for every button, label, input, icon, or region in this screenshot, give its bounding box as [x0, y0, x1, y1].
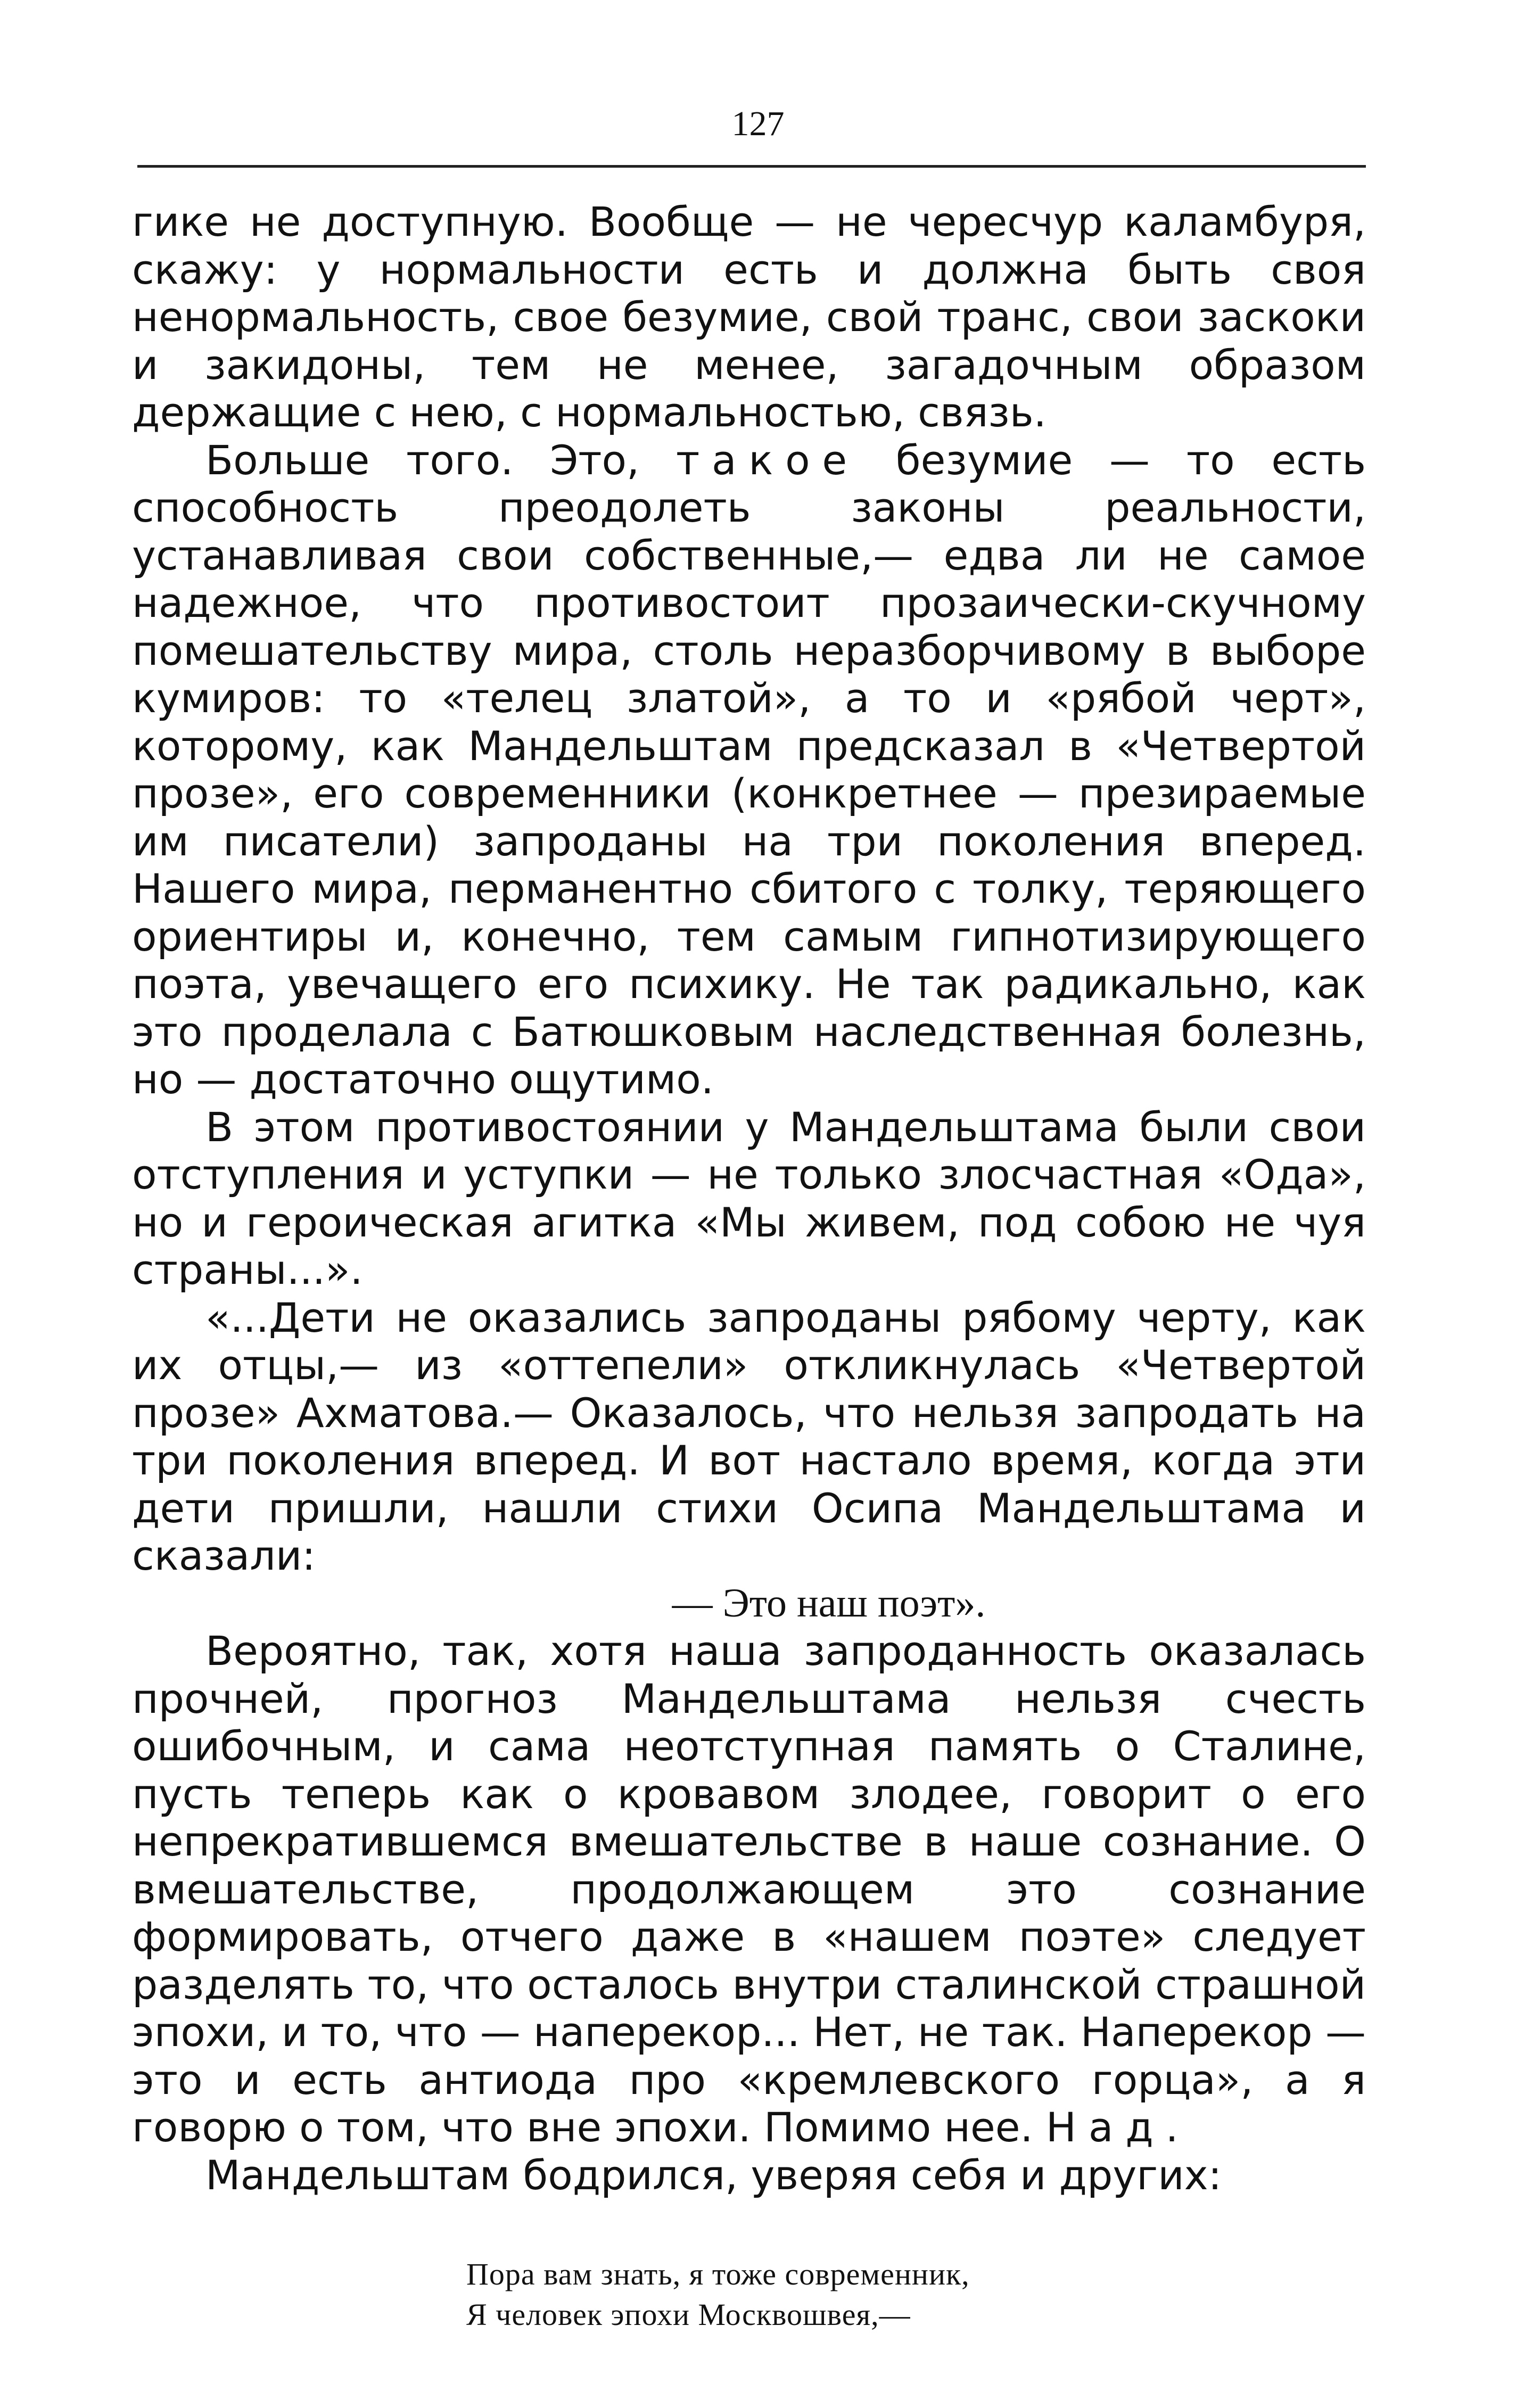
verse-line-2: Я человек эпохи Москвошвея,—: [466, 2297, 911, 2332]
body-text: [132, 198, 1366, 2199]
paragraph-5-start: Вероятно, так, хотя наша запроданность оказалась прочней, прогноз Мандельштама нельзя счесть ошибочным, и сама неотступная память о Сталине, пусть теперь как о кровавом злодее, говорит о его непрекратившемся вмешательстве в наше сознание. О вмешательстве, продолжающем это сознание формировать, отчего даже в «нашем поэте» следует разделять то, что осталось внутри сталинской страшной эпохи, и то, что — наперекор... Нет, не так. Наперекор — это и есть антиода про «кремлевского горца», а я говорю о том, что вне эпохи. Помимо нее.: [132, 1627, 1366, 2151]
paragraph-6: Мандельштам бодрился, уверяя себя и других:: [205, 2151, 1222, 2199]
paragraph-2-rest: безумие — то есть способность преодолеть законы реальности, устанавливая свои собственные,— едва ли не самое надежное, что противостоит прозаически-скучному помешательству мира, столь неразборчивому в выборе кумиров: то «телец златой», а то и «рябой черт», которому, как Мандельштам предсказал в «Четвертой прозе», его современники (конкретнее — презираемые им писатели) запроданы на три поколения вперед. Нашего мира, перманентно сбитого с толку, теряющего ориентиры и, конечно, тем самым гипнотизирующего поэта, увечащего его психику. Не так радикально, как это проделала с Батюшковым наследственная болезнь, но — достаточно ощутимо.: [132, 436, 1366, 1103]
paragraph-1: гике не доступную. Вообще — не чересчур каламбуря, скажу: у нормальности есть и должна быть своя ненормальность, свое безумие, свой транс, свои заскоки и закидоны, тем не менее, загадочным образом держащие с нею, с нормальностью, связь.: [132, 198, 1366, 436]
verse-quote: [466, 2254, 970, 2335]
paragraph-4: «...Дети не оказались запроданы рябому черту, как их отцы,— из «оттепели» откликнулась «Четвертой прозе» Ахматова.— Оказалось, что нельзя запродать на три поколения вперед. И вот настало время, когда эти дети пришли, нашли стихи Осипа Мандельштама и сказали:: [132, 1293, 1366, 1579]
verse-line-1: Пора вам знать, я тоже современник,: [466, 2257, 970, 2291]
paragraph-2-start: Больше того. Это,: [205, 436, 676, 484]
page-number: 127: [731, 104, 785, 143]
quote-line: — Это наш поэт».: [672, 1580, 986, 1626]
paragraph-3: В этом противостоянии у Мандельштама были свои отступления и уступки — не только злосчастная «Ода», но и героическая агитка «Мы живем, под собою не чуя страны...».: [132, 1103, 1366, 1293]
emphasis-takoe: такое: [675, 436, 859, 484]
emphasis-nad: Над: [1045, 2104, 1166, 2151]
header-rule: [137, 165, 1366, 168]
paragraph-2: [132, 436, 1366, 1103]
paragraph-5-end: .: [1165, 2104, 1179, 2151]
paragraph-5: [132, 1627, 1366, 2151]
